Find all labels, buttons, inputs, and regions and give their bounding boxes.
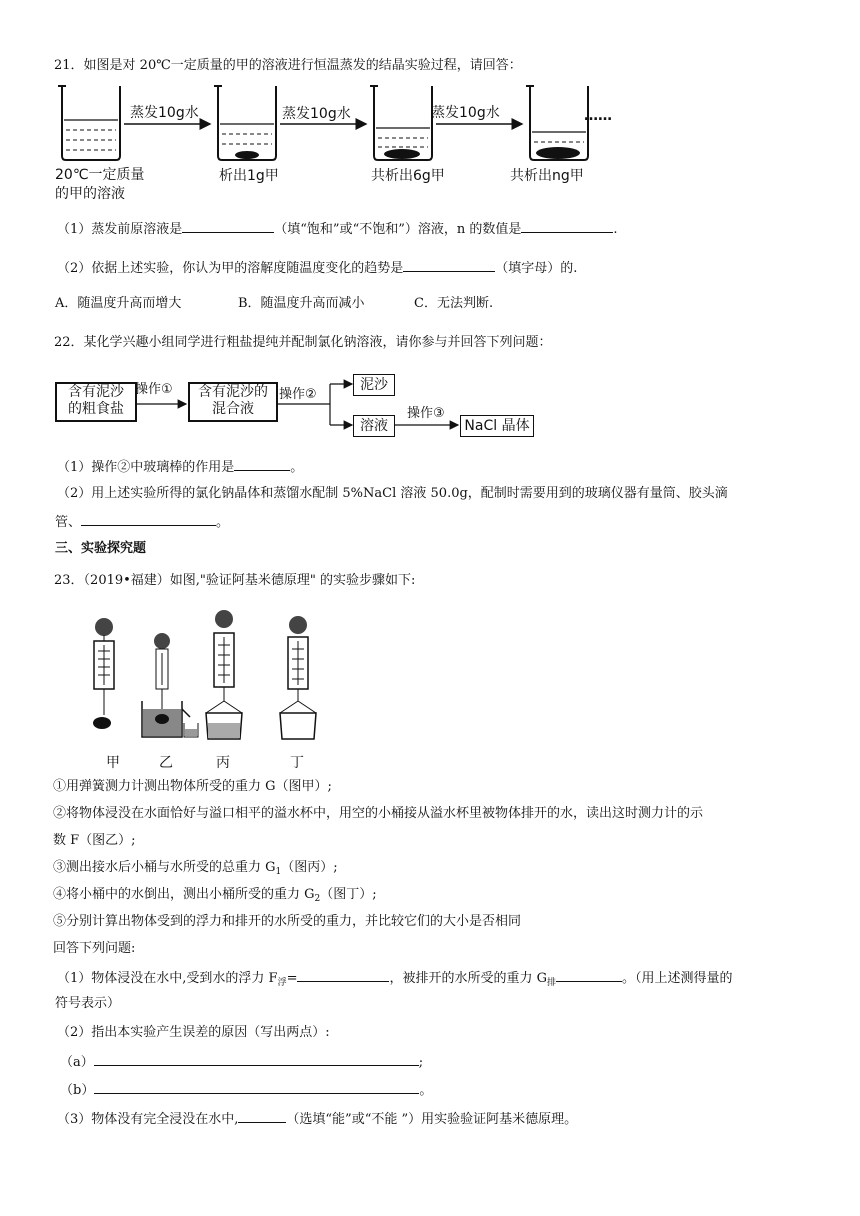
- crude-salt-box: [55, 382, 137, 422]
- spring-scale-yi: [142, 633, 198, 737]
- q21-p1-text-a: （1）蒸发前原溶液是: [57, 222, 183, 237]
- q23-archimedes-figure: [80, 605, 330, 755]
- q21-p2-text-b: （填字母）的.: [495, 261, 578, 276]
- evap-label-2: 蒸发10g水: [282, 106, 351, 122]
- crude-salt-line-2: 的粗食盐: [68, 401, 124, 417]
- q21-blank-2[interactable]: [521, 219, 613, 233]
- q22-part1: [57, 457, 303, 477]
- beaker-label-2: 析出1g甲: [219, 168, 279, 184]
- q23-p3-text-b: （选填“能”或“不能 ”）用实验验证阿基米德原理。: [286, 1112, 578, 1127]
- beaker-label-1b: 的甲的溶液: [55, 186, 125, 202]
- q21-option-b: B．随温度升高而减小: [238, 296, 365, 311]
- q23-p1-sub-pai: 排: [547, 978, 557, 988]
- q23-s3-text-a: ③测出接水后小桶与水所受的总重力 G: [53, 860, 276, 875]
- q23-step-1: ①用弹簧测力计测出物体所受的重力 G（图甲）;: [53, 779, 332, 794]
- q23-part2: （2）指出本实验产生误差的原因（写出两点）:: [57, 1025, 330, 1040]
- q22-blank-2[interactable]: [81, 512, 216, 526]
- q23-blank-reason-a[interactable]: [94, 1052, 419, 1066]
- q23-p2b-label: （b）: [60, 1083, 95, 1098]
- beaker-4: [526, 86, 588, 160]
- q23-blank-reason-b[interactable]: [94, 1080, 419, 1094]
- beaker-label-1a: 20℃一定质量: [55, 167, 145, 183]
- beaker-1: [58, 86, 120, 160]
- q21-part1: [57, 219, 618, 239]
- q23-blank-can[interactable]: [238, 1109, 286, 1123]
- operation-1-label: 操作①: [135, 382, 173, 397]
- q23-part1-line2: 符号表示）: [55, 996, 121, 1011]
- beaker-3: [370, 86, 432, 160]
- q22-p2-text-c: 。: [216, 515, 230, 530]
- spring-scale-ding: [280, 616, 316, 739]
- q21-p2-text-a: （2）依据上述实验，你认为甲的溶解度随温度变化的趋势是: [57, 261, 404, 276]
- q22-stem: 22．某化学兴趣小组同学进行粗盐提纯并配制氯化钠溶液，请你参与并回答下列问题：: [54, 335, 552, 350]
- mixture-box: [188, 382, 278, 422]
- fig-label-jia: 甲: [106, 755, 120, 771]
- crude-salt-line-1: 含有泥沙: [68, 384, 124, 400]
- q23-part2-a: [60, 1052, 423, 1072]
- q21-stem: 21．如图是对 20℃一定质量的甲的溶液进行恒温蒸发的结晶实验过程，请回答：: [54, 58, 522, 73]
- q23-s3-sub: 1: [275, 867, 282, 877]
- q21-p1-text-c: .: [613, 222, 618, 237]
- nacl-crystal-box: NaCl 晶体: [460, 415, 534, 437]
- q23-s3-text-b: （图丙）;: [281, 860, 338, 875]
- q22-p1-text-a: （1）操作②中玻璃棒的作用是: [57, 460, 235, 475]
- operation-2-label: 操作②: [279, 387, 317, 402]
- mixture-line-2: 混合液: [212, 401, 254, 417]
- q23-p2b-end: 。: [419, 1083, 433, 1098]
- beaker-2: [214, 86, 276, 160]
- fig-label-ding: 丁: [290, 755, 304, 771]
- q21-option-a: A．随温度升高而增大: [55, 296, 182, 311]
- q21-option-c: C．无法判断.: [414, 296, 494, 311]
- spring-scale-jia: [93, 618, 114, 729]
- q23-step-2-line2: 数 F（图乙）;: [53, 833, 136, 848]
- operation-3-label: 操作③: [407, 406, 445, 421]
- q23-p2a-end: ;: [418, 1055, 424, 1070]
- q23-p1-text-d: 。（用上述测得量的: [622, 971, 733, 986]
- q23-p2a-label: （a）: [60, 1055, 94, 1070]
- q23-p1-text-a: （1）物体浸没在水中,受到水的浮力 F: [57, 971, 278, 986]
- q22-part2-line1: （2）用上述实验所得的氯化钠晶体和蒸馏水配制 5%NaCl 溶液 50.0g，配制时需要用到的玻璃仪器有量筒、胶头滴: [57, 486, 728, 501]
- q23-ask: 回答下列问题:: [53, 941, 136, 956]
- q23-step-3: [53, 859, 338, 881]
- q21-p1-text-b: （填“饱和”或“不饱和”）溶液，n 的数值是: [274, 222, 522, 237]
- beaker-label-4: 共析出ng甲: [510, 168, 584, 184]
- q22-p2-text-b: 管、: [55, 515, 82, 530]
- fig-label-bing: 丙: [216, 755, 230, 771]
- solution-box: 溶液: [353, 415, 395, 437]
- ellipsis: ……: [584, 108, 612, 124]
- q23-p3-text-a: （3）物体没有完全浸没在水中,: [57, 1112, 239, 1127]
- q22-p1-text-b: 。: [290, 460, 304, 475]
- q23-step-4: [53, 886, 377, 908]
- evap-label-3: 蒸发10g水: [431, 105, 500, 121]
- q23-stem: 23．（2019•福建）如图,"验证阿基米德原理" 的实验步骤如下:: [54, 573, 416, 588]
- q21-blank-1[interactable]: [182, 219, 274, 233]
- mixture-line-1: 含有泥沙的: [198, 384, 268, 400]
- spring-scale-bing: [206, 610, 242, 739]
- q23-part1-line1: [57, 968, 733, 992]
- sediment-box: 泥沙: [353, 374, 395, 396]
- q23-blank-weight[interactable]: [556, 968, 622, 982]
- q23-blank-buoyancy[interactable]: [297, 968, 389, 982]
- q23-part3: [57, 1109, 577, 1129]
- fig-label-yi: 乙: [159, 755, 173, 771]
- q23-p1-text-c: ，被排开的水所受的重力 G: [389, 971, 548, 986]
- q22-blank-1[interactable]: [234, 457, 290, 471]
- beaker-label-3: 共析出6g甲: [371, 168, 445, 184]
- q23-step-2-line1: ②将物体浸没在水面恰好与溢口相平的溢水杯中，用空的小桶接从溢水杯里被物体排开的水，读出这时测力计的示: [53, 806, 704, 821]
- q23-s4-text-a: ④将小桶中的水倒出，测出小桶所受的重力 G: [53, 887, 315, 902]
- q23-p1-text-b: =: [286, 971, 298, 986]
- q23-s4-sub: 2: [314, 894, 321, 904]
- q23-part2-b: [60, 1080, 432, 1100]
- section-heading: 三、实验探究题: [55, 541, 147, 556]
- q23-p1-sub-fu: 浮: [277, 978, 287, 988]
- evap-label-1: 蒸发10g水: [130, 105, 199, 121]
- q21-blank-3[interactable]: [403, 258, 495, 272]
- q23-s4-text-b: （图丁）;: [320, 887, 377, 902]
- q21-part2: [57, 258, 577, 278]
- q22-part2-line2: [55, 512, 229, 532]
- q23-step-5: ⑤分别计算出物体受到的浮力和排开的水所受的重力，并比较它们的大小是否相同: [53, 914, 522, 929]
